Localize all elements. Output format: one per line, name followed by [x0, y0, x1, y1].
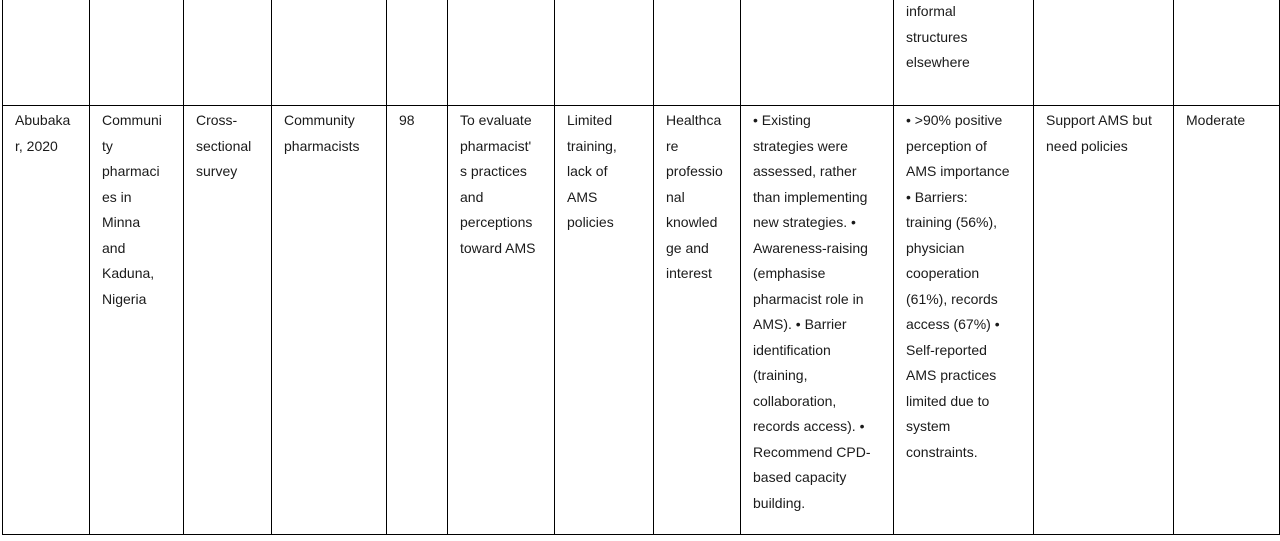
objective-cell: To evaluate pharmacist' s practices and perceptions toward AMS	[448, 106, 555, 535]
table-cell	[184, 0, 272, 106]
table-cell	[90, 0, 184, 106]
table-cell	[3, 0, 90, 106]
facilitators-cell: Healthca re professio nal knowled ge and interest	[654, 106, 741, 535]
table-cell	[1174, 0, 1280, 106]
table-row	[3, 106, 1280, 535]
interventions-cell: • Existing strategies were assessed, rather than implementing new strategies. • Awareness-raising (emphasise pharmacist role in AMS). • Barrier identification (training, collaboration, records access). • Recommend CPD- based capacity building.	[741, 106, 894, 535]
table-cell	[741, 0, 894, 106]
setting-cell: Communi ty pharmaci es in Minna and Kaduna, Nigeria	[90, 106, 184, 535]
table-row	[3, 0, 1280, 106]
table-cell	[1034, 0, 1174, 106]
table-cell	[272, 0, 387, 106]
sample-size-cell: 98	[387, 106, 448, 535]
author-year-cell: Abubaka r, 2020	[3, 106, 90, 535]
table-cell	[387, 0, 448, 106]
population-cell: Community pharmacists	[272, 106, 387, 535]
conclusion-cell: Support AMS but need policies	[1034, 106, 1174, 535]
key-findings-cell: • >90% positive perception of AMS importance • Barriers: training (56%), physician cooperation (61%), records access (67%) • Self-reported AMS practices limited due to system constraints.	[894, 106, 1034, 535]
table-cell	[555, 0, 654, 106]
evidence-table	[2, 0, 1280, 535]
table-cell	[448, 0, 555, 106]
study-design-cell: Cross- sectional survey	[184, 106, 272, 535]
key-findings-cell: informal structures elsewhere	[894, 0, 1034, 106]
table-cell	[654, 0, 741, 106]
quality-cell: Moderate	[1174, 106, 1280, 535]
barriers-cell: Limited training, lack of AMS policies	[555, 106, 654, 535]
